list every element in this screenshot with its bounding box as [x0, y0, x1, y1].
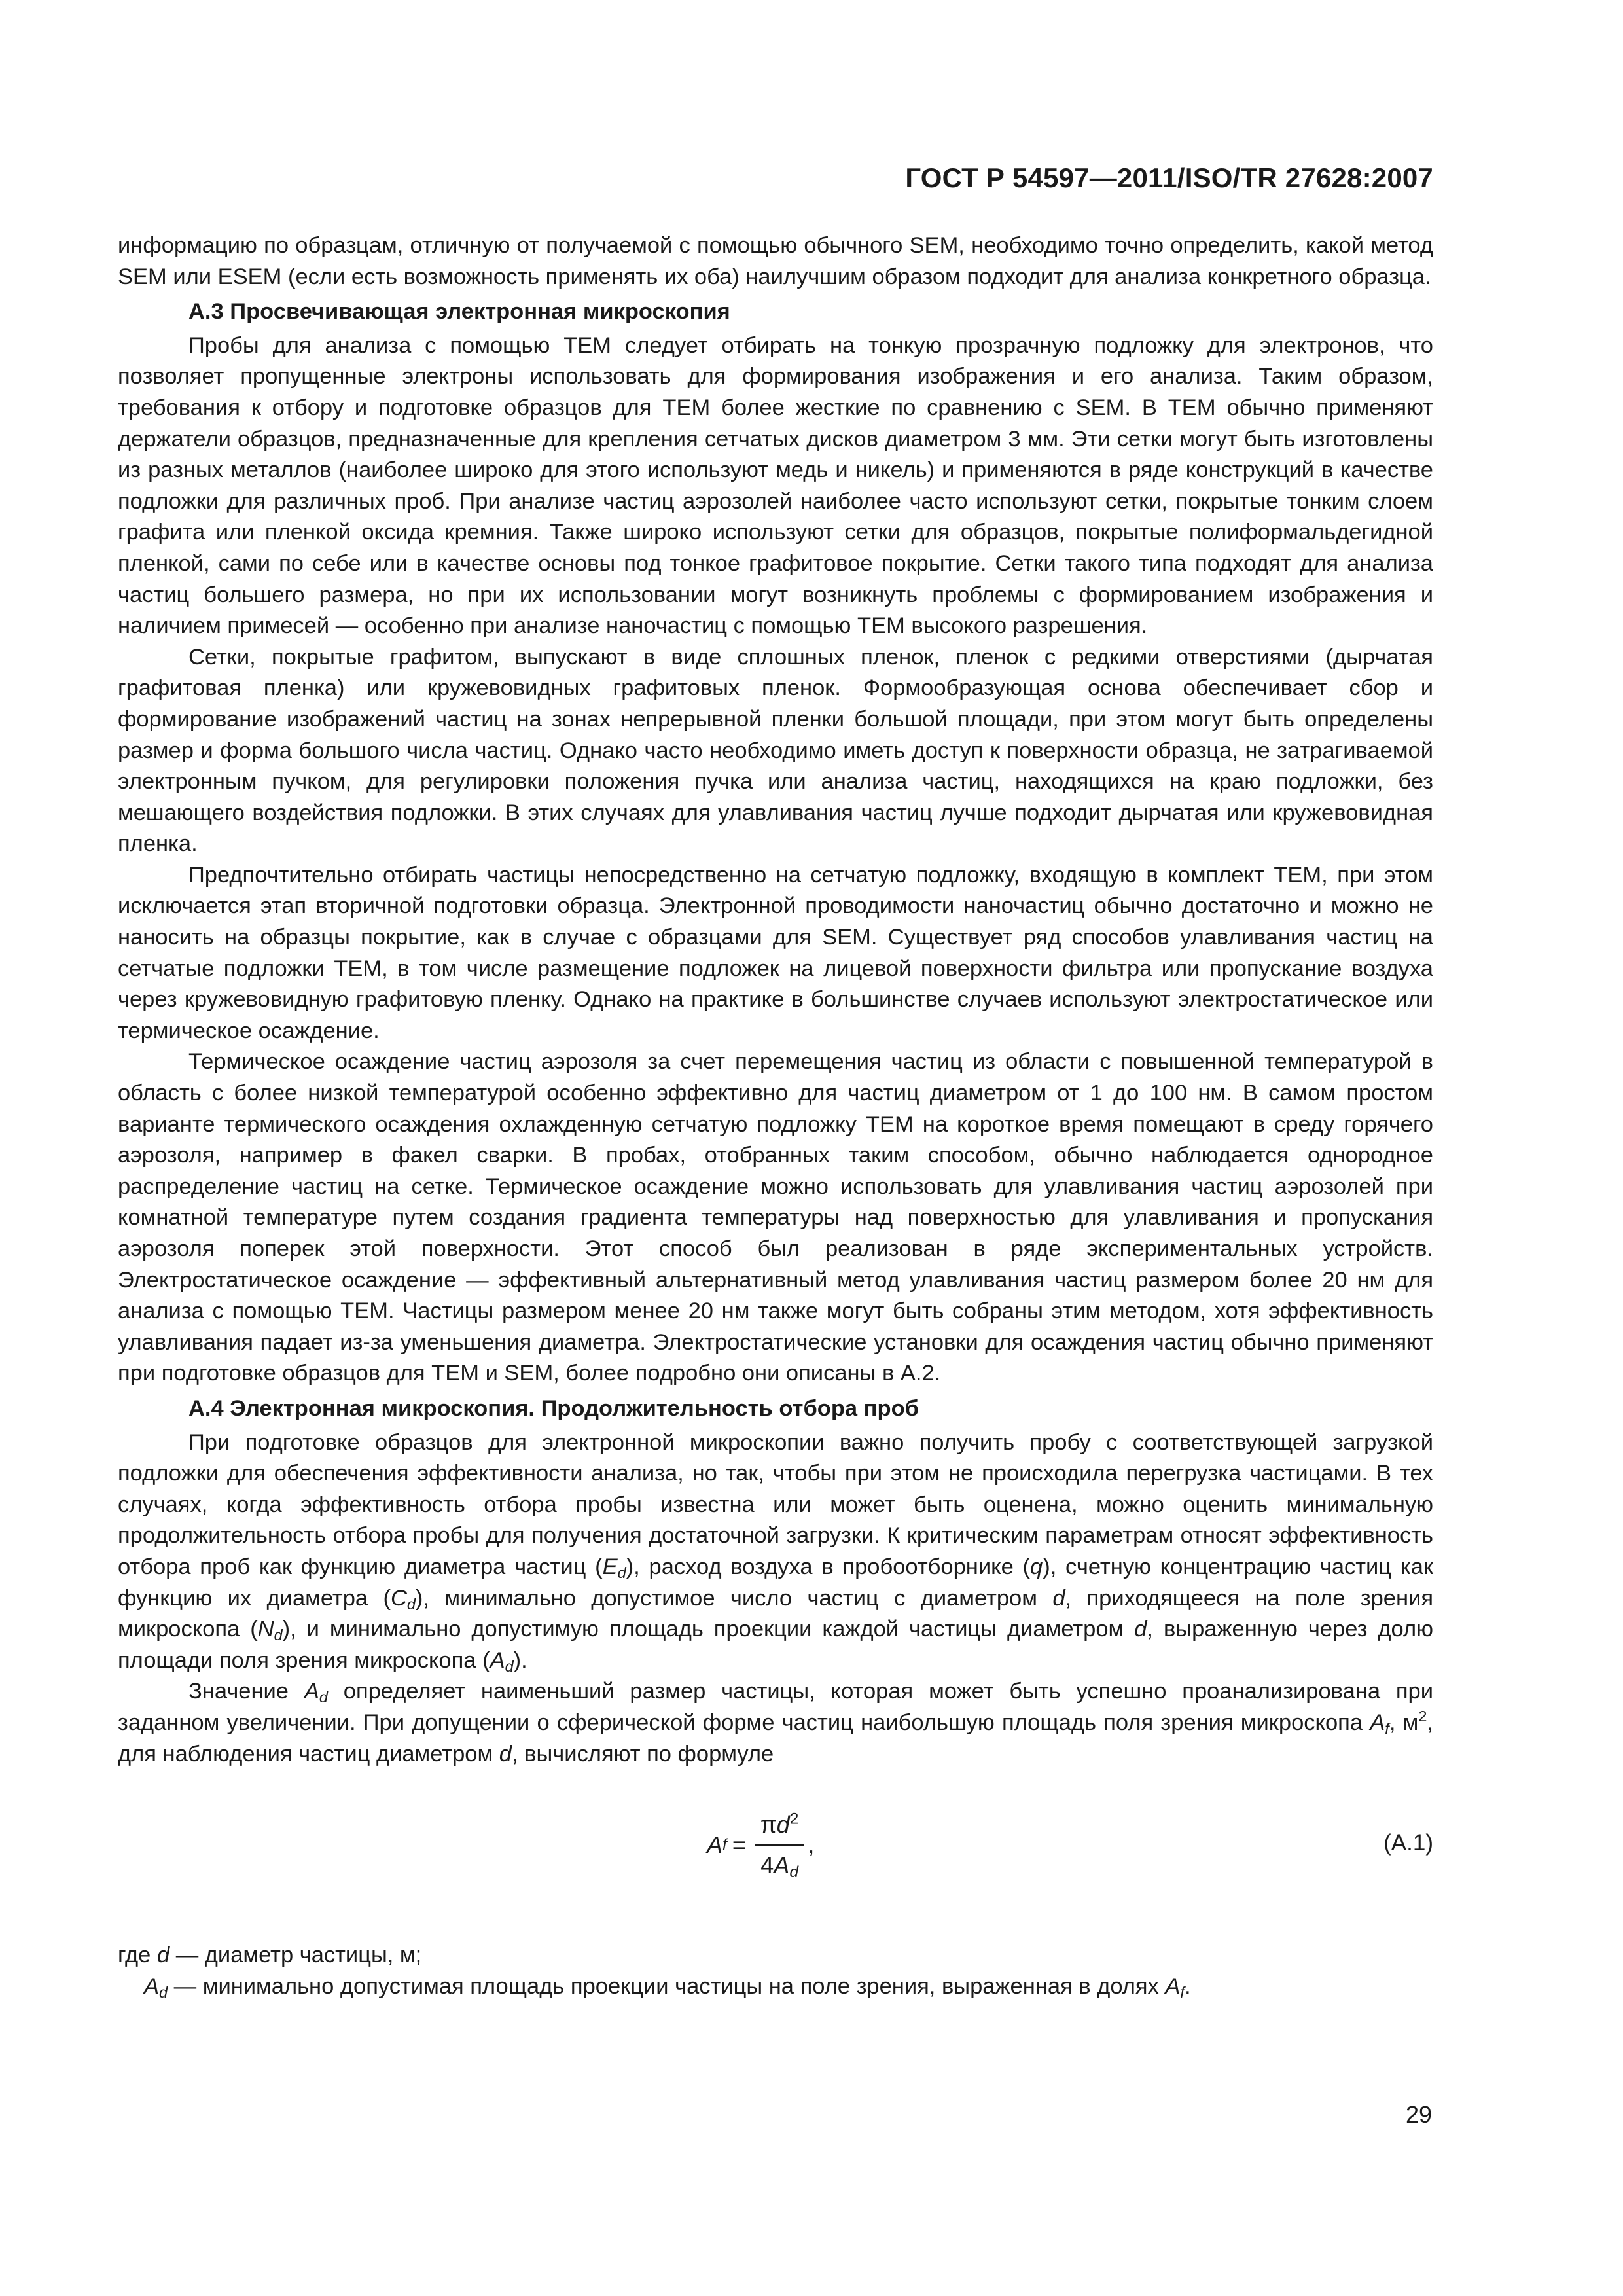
document-body: [118, 230, 1433, 2002]
formula-row: [118, 1803, 1433, 1914]
section-heading-a4: А.4 Электронная микроскопия. Продолжительность отбора проб: [188, 1395, 919, 1421]
paragraph-direct-collection: Предпочтительно отбирать частицы непосредственно на сетчатую подложку, входящую в комплект ТЕМ, при этом исключается этап вторичной подготовки образца. Электронной проводимости наночастиц обычно достаточно и можно не наносить на образцы покрытие, как в случае с образцами для SEM. Существует ряд способов улавливания частиц на сетчатые подложки ТЕМ, в том числе размещение подложек на лицевой поверхности фильтра или пропускание воздуха через кружевовидную графитовую пленку. Однако на практике в большинстве случаев используют электростатическое или термическое осаждение.: [118, 862, 1433, 1043]
formula-denominator: $4A_d$: [760, 1851, 798, 1881]
formula-fraction: [755, 1809, 804, 1880]
standard-code-header: ГОСТ Р 54597—2011/ISO/TR 27628:2007: [905, 162, 1433, 193]
where-definition-ad: $A_d$ — минимально допустимая площадь проекции частицы на поле зрения, выраженная в долях $A_f$.: [144, 1973, 1191, 2001]
formula-numerator: $\pi d^2$: [755, 1809, 804, 1846]
equation-number: (А.1): [1383, 1830, 1433, 1856]
where-block: [118, 1940, 1433, 2002]
paragraph-thermal-deposition: Термическое осаждение частиц аэрозоля за счет перемещения частиц из области с повышенной температурой в область с более низкой температурой особенно эффективно для частиц диаметром от 1 до 100 нм. В самом простом варианте термического осаждения охлажденную сетчатую подложку ТЕМ на короткое время помещают в среду горячего аэрозоля, например в факел сварки. В пробах, отобранных таким способом, обычно наблюдается однородное распределение частиц на сетке. Термическое осаждение можно использовать для улавливания частиц аэрозолей при комнатной температуре путем создания градиента температуры над поверхностью для улавливания и пропускания аэрозоля поперек этой поверхности. Этот способ был реализован в ряде экспериментальных устройств. Электростатическое осаждение — эффективный альтернативный метод улавливания частиц размером более 20 нм для анализа с помощью ТЕМ. Частицы размером менее 20 нм также могут быть собраны этим методом, хотя эффективность улавливания падает из-за уменьшения диаметра. Электростатические установки для осаждения частиц обычно применяют при подготовке образцов для ТЕМ и SEM, более подробно они описаны в А.2.: [118, 1049, 1433, 1386]
paragraph-tem-samples: Пробы для анализа с помощью ТЕМ следует отбирать на тонкую прозрачную подложку для электронов, что позволяет пропущенные электроны использовать для формирования изображения и его анализа. Таким образом, требования к отбору и подготовке образцов для ТЕМ более жесткие по сравнению с SEM. В ТЕМ обычно применяют держатели образцов, предназначенные для крепления сетчатых дисков диаметром 3 мм. Эти сетки могут быть изготовлены из разных металлов (наиболее широко для этого используют медь и никель) и применяются в ряде конструкций в качестве подложки для различных проб. При анализе частиц аэрозолей наиболее часто используют сетки, покрытые тонким слоем графита или пленкой оксида кремния. Также широко используют сетки для образцов, покрытые полиформальдегидной пленкой, сами по себе или в качестве основы под тонкое графитовое покрытие. Сетки такого типа подходят для анализа частиц большего размера, но при их использовании могут возникнуть проблемы с формированием изображения и наличием примесей — особенно при анализе наночастиц с помощью ТЕМ высокого разрешения.: [118, 332, 1433, 639]
formula-a1: A f = $\frac{\pi d^2}{4A_d}$ ,: [707, 1810, 815, 1881]
paragraph-graphite-grids: Сетки, покрытые графитом, выпускают в виде сплошных пленок, пленок с редкими отверстиями (дырчатая графитовая пленка) или кружевовидных графитовых пленок. Формообразующая основа обеспечивает сбор и формирование изображений частиц на зонах непрерывной пленки большой площади, при этом могут быть определены размер и форма большого числа частиц. Однако часто необходимо иметь доступ к поверхности образца, не затрагиваемой электронным пучком, для регулировки положения пучка или анализа частиц, находящихся на краю подложки, без мешающего воздействия подложки. В этих случаях для улавливания частиц лучше подходит дырчатая или кружевовидная пленка.: [118, 644, 1433, 857]
section-heading-a3: А.3 Просвечивающая электронная микроскопия: [188, 299, 730, 325]
page-number: 29: [1405, 2101, 1432, 2128]
where-definition-d: где d — диаметр частицы, м;: [118, 1943, 422, 1968]
paragraph-continuation: информацию по образцам, отличную от получаемой с помощью обычного SEM, необходимо точно определить, какой метод SEM или ESEM (если есть возможность применять их оба) наилучшим образом подходит для анализа конкретного образца.: [118, 233, 1433, 289]
paragraph-sampling-duration: При подготовке образцов для электронной микроскопии важно получить пробу с соответствующей загрузкой подложки для обеспечения эффективности анализа, но так, чтобы при этом не происходила перегрузка частицами. В тех случаях, когда эффективность отбора пробы известна или может быть оценена, можно оценить минимальную продолжительность отбора пробы для получения достаточной загрузки. К критическим параметрам относят эффективность отбора проб как функцию диаметра частиц $(E_d)$, расход воздуха в пробоотборнике (q), счетную концентрацию частиц как функцию их диаметра $(C_d)$, минимально допустимое число частиц с диаметром d, приходящееся на поле зрения микроскопа $(N_d)$, и минимально допустимую площадь проекции каждой частицы диаметром d, выраженную через долю площади поля зрения микроскопа $(A_d)$.: [118, 1429, 1433, 1675]
paragraph-ad-value: Значение $A_d$ определяет наименьший размер частицы, которая может быть успешно проанализирована при заданном увеличении. При допущении о сферической форме частиц наибольшую площадь поля зрения микроскопа $A_f$, $м^2$, для наблюдения частиц диаметром d, вычисляют по формуле: [118, 1679, 1434, 1767]
